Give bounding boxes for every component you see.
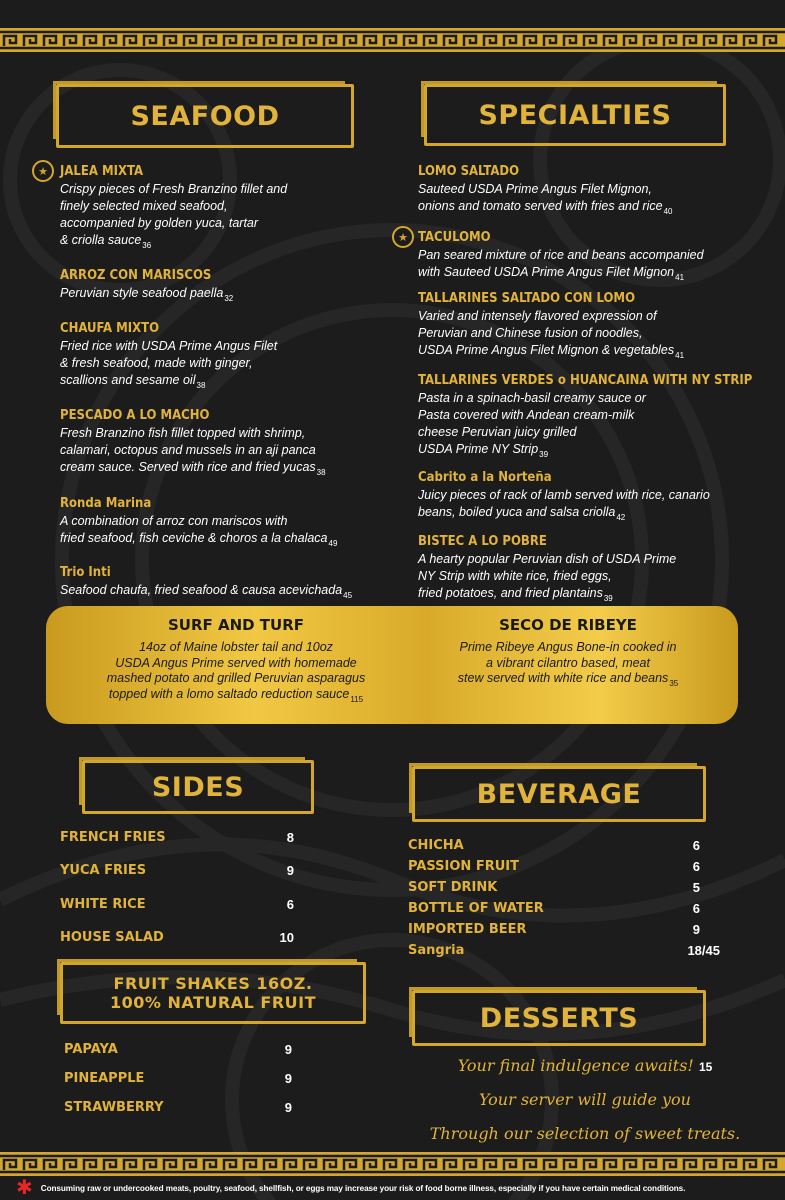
menu-item	[60, 496, 380, 552]
menu-item	[418, 230, 758, 286]
menu-item	[60, 164, 360, 254]
item-price: 5	[692, 880, 700, 895]
item-price: 32	[224, 294, 234, 303]
item-description: Crispy pieces of Fresh Branzino fillet and finely selected mixed seafood, accompanied by golden yuca, tartar & criolla sauce$_{36}$	[60, 182, 288, 250]
menu-item	[418, 373, 768, 463]
chef-badge-icon: ★	[392, 226, 414, 248]
item-name: IMPORTED BEER	[408, 922, 527, 937]
fruit-shakes-header: FRUIT SHAKES 16OZ.	[113, 974, 313, 993]
item-name: PAPAYA	[64, 1042, 118, 1057]
item-name: WHITE RICE	[60, 897, 146, 912]
item-price: 9	[286, 863, 294, 878]
item-description: Pasta in a spinach-basil creamy sauce or Pasta covered with Andean cream-milk cheese Peruvian juicy grilled USDA Prime NY Strip$_{39}$	[418, 391, 646, 459]
item-price: 38	[316, 468, 326, 477]
desserts-header: DESSERTS	[479, 1002, 639, 1034]
item-description: Fresh Branzino fish fillet topped with shrimp, calamari, octopus and mussels in an aji panca cream sauce. Served with rice and fried yucas$_{38}$	[60, 426, 326, 477]
list-item	[408, 901, 700, 916]
item-price: 6	[692, 859, 700, 874]
item-price: 6	[692, 901, 700, 916]
item-name: LOMO SALTADO	[418, 164, 520, 179]
item-name: TACULOMO	[418, 230, 491, 245]
item-name: PINEAPPLE	[64, 1071, 145, 1086]
list-item	[64, 1071, 292, 1086]
item-name: CHICHA	[408, 838, 464, 853]
menu-item	[418, 164, 748, 220]
bottom-border	[0, 1152, 785, 1176]
item-description: Juicy pieces of rack of lamb served with rice, canario beans, boiled yuca and salsa criolla$_{42}$	[418, 488, 710, 522]
item-price: 9	[284, 1071, 292, 1086]
item-name: Trio Inti	[60, 565, 111, 580]
item-name: TALLARINES SALTADO CON LOMO	[418, 291, 636, 306]
item-description: Pan seared mixture of rice and beans accompanied with Sauteed USDA Prime Angus Filet Mignon$_{41}$	[418, 248, 704, 282]
item-description: Prime Ribeye Angus Bone-in cooked in a vibrant cilantro based, meat stew served with white rice and beans$_{35}$	[457, 640, 679, 688]
list-item	[60, 863, 294, 878]
top-border	[0, 28, 785, 52]
menu-item	[418, 470, 768, 526]
specialties-header: SPECIALTIES	[478, 99, 672, 131]
disclaimer-text: Consuming raw or undercooked meats, poultry, seafood, shellfish, or eggs may increase your risk of food borne illness, especially if you have certain medical conditions.	[40, 1183, 686, 1193]
seco-de-ribeye	[418, 616, 718, 692]
item-name: YUCA FRIES	[60, 863, 147, 878]
item-price: 41	[675, 273, 685, 282]
item-price: 115	[350, 694, 364, 704]
surf-and-turf	[66, 616, 406, 707]
list-item	[60, 830, 294, 845]
item-price: 41	[675, 351, 685, 360]
natural-fruit-subheader: 100% NATURAL FRUIT	[109, 993, 316, 1012]
seafood-header: SEAFOOD	[130, 100, 280, 132]
menu-item	[60, 565, 380, 604]
featured-banner	[46, 606, 738, 724]
menu-item	[60, 268, 360, 307]
menu-item	[60, 321, 360, 394]
item-name: SOFT DRINK	[408, 880, 498, 895]
item-name: Cabrito a la Norteña	[418, 470, 552, 485]
list-item	[408, 943, 720, 958]
list-item	[408, 922, 700, 937]
item-price: 45	[343, 591, 353, 600]
list-item	[64, 1042, 292, 1057]
item-description: Seafood chaufa, fried seafood & causa acevichada$_{45}$	[60, 583, 353, 600]
item-name: BISTEC A LO POBRE	[418, 534, 547, 549]
specialties-header-box	[424, 84, 726, 146]
item-price: 9	[692, 922, 700, 937]
item-price: 9	[284, 1042, 292, 1057]
item-price: 10	[279, 930, 294, 945]
item-description: Peruvian style seafood paella$_{32}$	[60, 286, 234, 303]
list-item	[64, 1100, 292, 1115]
item-name: JALEA MIXTA	[60, 164, 143, 179]
sides-header: SIDES	[151, 771, 245, 803]
item-name: STRAWBERRY	[64, 1100, 164, 1115]
fruit-shakes-header-box	[60, 962, 366, 1024]
item-description: Sauteed USDA Prime Angus Filet Mignon, onions and tomato served with fries and rice$_{40}$	[418, 182, 673, 216]
item-price: 36	[142, 241, 152, 250]
item-name: SECO DE RIBEYE	[499, 616, 637, 634]
item-price: 9	[284, 1100, 292, 1115]
beverage-header-box	[412, 766, 706, 822]
item-name: PESCADO A LO MACHO	[60, 408, 210, 423]
item-price: 35	[669, 679, 679, 688]
footer-disclaimer	[0, 1176, 785, 1200]
desserts-header-box	[412, 990, 706, 1046]
list-item	[408, 838, 700, 853]
list-item	[60, 930, 294, 945]
item-name: Ronda Marina	[60, 496, 152, 511]
list-item	[408, 859, 700, 874]
item-name: PASSION FRUIT	[408, 859, 519, 874]
desserts-line-2: Your server will guide you	[479, 1090, 691, 1109]
desserts-line-3: Through our selection of sweet treats.	[429, 1124, 741, 1143]
item-price: 40	[663, 207, 673, 216]
menu-item	[418, 534, 758, 607]
item-price: 8	[286, 830, 294, 845]
item-price: 18/45	[687, 943, 720, 958]
item-price: 6	[286, 897, 294, 912]
dessert-price: 15	[698, 1060, 713, 1074]
item-description: 14oz of Maine lobster tail and 10oz USDA Angus Prime served with homemade mashed potato and grilled Peruvian asparagus topped with a lomo saltado reduction sauce$_{115}$	[106, 640, 366, 704]
item-name: Sangria	[408, 943, 465, 958]
item-price: 42	[616, 513, 626, 522]
item-name: TALLARINES VERDES o HUANCAINA WITH NY STRIP	[418, 373, 753, 388]
list-item	[60, 897, 294, 912]
menu-item	[418, 291, 758, 364]
chef-badge-icon: ★	[32, 160, 54, 182]
item-description: A combination of arroz con mariscos with fried seafood, fish ceviche & choros a la chalaca$_{49}$	[60, 514, 338, 548]
beverage-header: BEVERAGE	[476, 778, 642, 810]
desserts-line-1: Your final indulgence awaits! 15	[457, 1056, 713, 1075]
menu-item	[60, 408, 370, 481]
item-description: Fried rice with USDA Prime Angus Filet & fresh seafood, made with ginger, scallions and sesame oil$_{38}$	[60, 339, 278, 390]
item-price: 39	[539, 450, 549, 459]
item-name: ARROZ CON MARISCOS	[60, 268, 212, 283]
item-name: BOTTLE OF WATER	[408, 901, 544, 916]
item-name: CHAUFA MIXTO	[60, 321, 160, 336]
item-description: A hearty popular Peruvian dish of USDA Prime NY Strip with white rice, fried eggs, fried potatoes, and fried plantains$_{39}$	[418, 552, 677, 603]
list-item	[408, 880, 700, 895]
item-name: HOUSE SALAD	[60, 930, 164, 945]
item-description: Varied and intensely flavored expression of Peruvian and Chinese fusion of noodles, USDA Prime Angus Filet Mignon & vegetables$_{41}$	[418, 309, 685, 360]
seafood-header-box	[56, 84, 354, 148]
item-name: FRENCH FRIES	[60, 830, 166, 845]
item-price: 49	[328, 539, 338, 548]
item-name: SURF AND TURF	[167, 616, 305, 634]
item-price: 6	[692, 838, 700, 853]
asterisk-icon: ✱	[16, 1177, 33, 1199]
item-price: 39	[603, 594, 613, 603]
item-price: 38	[196, 381, 206, 390]
sides-header-box	[82, 760, 314, 814]
